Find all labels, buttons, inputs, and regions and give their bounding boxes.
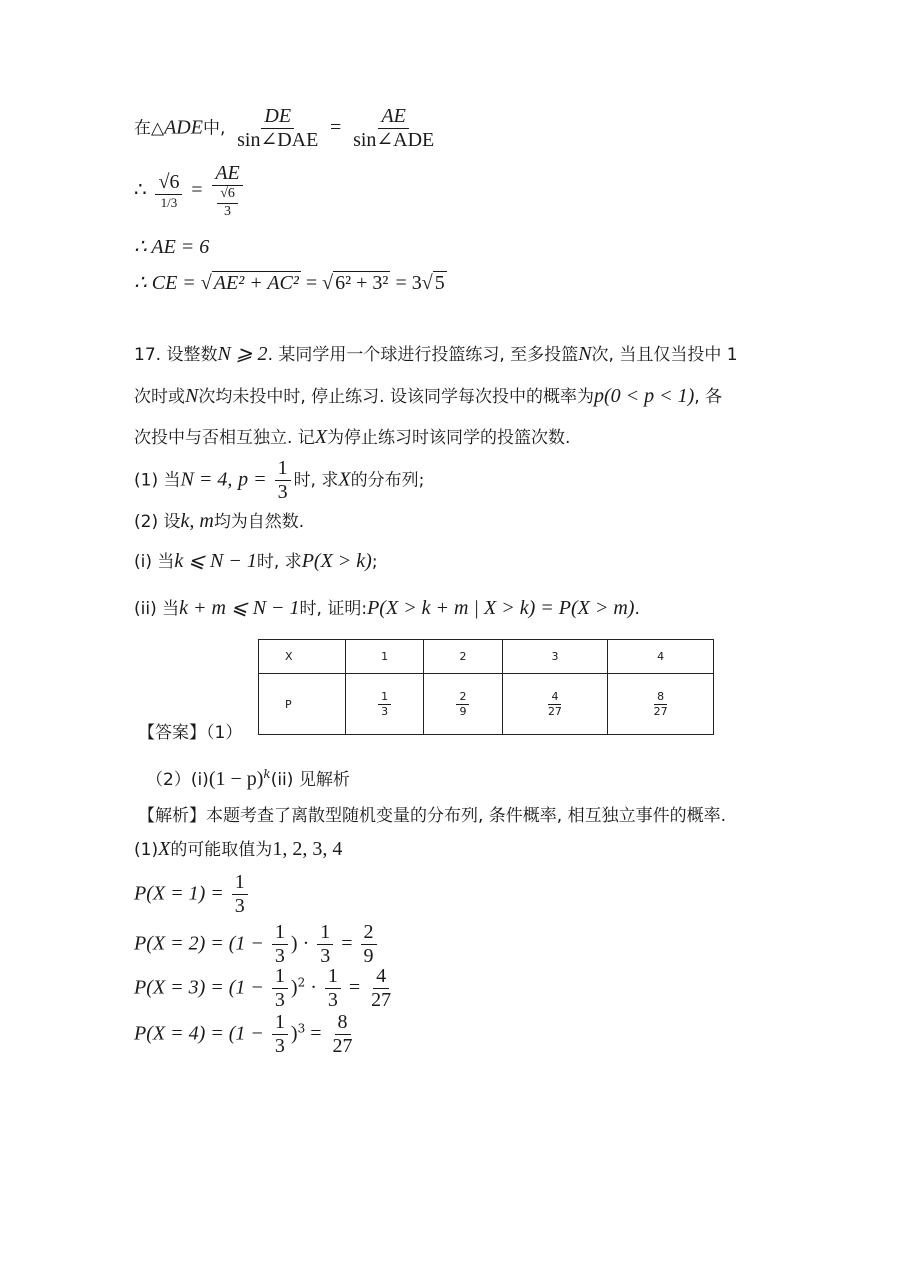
table-header-p: P: [259, 674, 346, 735]
table-cell-p2: $\frac{2}{9}$: [424, 674, 502, 735]
table-cell-x2: 2: [424, 640, 502, 674]
question-line-2: 次时或N次均未投中时, 停止练习. 设该同学每次投中的概率为p(0 < p < 1), 各: [134, 385, 723, 407]
analysis-values-line: (1)X的可能取值为1, 2, 3, 4: [134, 838, 343, 860]
answer-part-2: $(2)(i)(1 - p)^k(ii)$ 见解析: [146, 767, 350, 790]
p-one-third: $\frac{1}{3}$: [275, 458, 291, 503]
part-1-line: (1) 当N = 4, p = $\frac{1}{3}$ 时, 求X的分布列;: [134, 457, 425, 503]
part-2-i-line: (i) 当k ⩽ N − 1时, 求P(X > k);: [134, 550, 378, 572]
table-cell-p1: $\frac{1}{3}$: [346, 674, 424, 735]
answer-label: 【答案】（1）: [138, 723, 243, 743]
part-2-ii-line: (ii) 当k + m ⩽ N − 1时, 证明:P(X > k + m | X > k) = P(X > m).: [134, 597, 640, 619]
table-cell-x4: 4: [608, 640, 714, 674]
equals-sign: =: [330, 116, 342, 139]
prob-x-equals-3: P(X = 3) = (1 − $\frac{1}{3}$ )$^2$ · $\frac{1}{3}$ = $\frac{4}{27}$: [134, 965, 392, 1011]
table-cell-x3: 3: [502, 640, 608, 674]
sine-law-line: [134, 106, 440, 151]
table-row-p: [259, 674, 714, 735]
triangle-suffix: 中,: [202, 118, 226, 139]
step-ratio-line: ∴ $\frac{√6}{1/3}$ = $\frac{AE}{\frac{√6}{3}}$: [134, 163, 247, 219]
sqrt6-over-third: $\frac{√6}{1/3}$: [155, 172, 182, 210]
triangle-name: ADE: [164, 116, 203, 139]
table-cell-x1: 1: [346, 640, 424, 674]
sqrt-ae-ac: √ AE² + AC²: [200, 272, 299, 294]
prob-x-equals-4: P(X = 4) = (1 − $\frac{1}{3}$ )$^3$ = $\frac{8}{27}$: [134, 1011, 353, 1057]
analysis-label: 【解析】本题考查了离散型随机变量的分布列, 条件概率, 相互独立事件的概率.: [138, 806, 727, 826]
ce-length-line: ∴ CE = √ AE² + AC² = √ 6² + 3² = 3√ 5: [134, 272, 445, 294]
prob-x-equals-2: P(X = 2) = (1 − $\frac{1}{3}$ ) · $\frac{1}{3}$ = $\frac{2}{9}$: [134, 922, 380, 967]
sine-law-right-fraction: $\frac{AE}{\text{sin∠ADE}}$: [353, 105, 435, 151]
triangle-prefix: 在△: [134, 118, 165, 139]
question-line-1: 17. 设整数N ⩾ 2. 某同学用一个球进行投篮练习, 至多投篮N次, 当且仅当投中 1: [134, 343, 738, 365]
sqrt-five: √ 5: [421, 272, 445, 294]
sine-law-left-fraction: $\frac{DE}{\text{sin∠DAE}}$: [237, 105, 319, 151]
table-cell-p3: $\frac{4}{27}$: [502, 674, 608, 735]
table-header-x: X: [259, 640, 346, 674]
question-line-3: 次投中与否相互独立. 记X为停止练习时该同学的投篮次数.: [134, 426, 571, 448]
table-cell-p4: $\frac{8}{27}$: [608, 674, 714, 735]
therefore-symbol: ∴: [134, 179, 147, 202]
sqrt-six-three: √ 6² + 3²: [322, 272, 389, 294]
distribution-table: [258, 639, 714, 735]
table-row-x: [259, 640, 714, 674]
ae-over-sqrt6-third: $\frac{AE}{\frac{√6}{3}}$: [211, 163, 244, 219]
prob-x-equals-1: P(X = 1) = $\frac{1}{3}$: [134, 872, 251, 917]
ae-equals-6: ∴ AE = 6: [134, 236, 210, 258]
part-2-line: (2) 设k, m均为自然数.: [134, 510, 305, 532]
